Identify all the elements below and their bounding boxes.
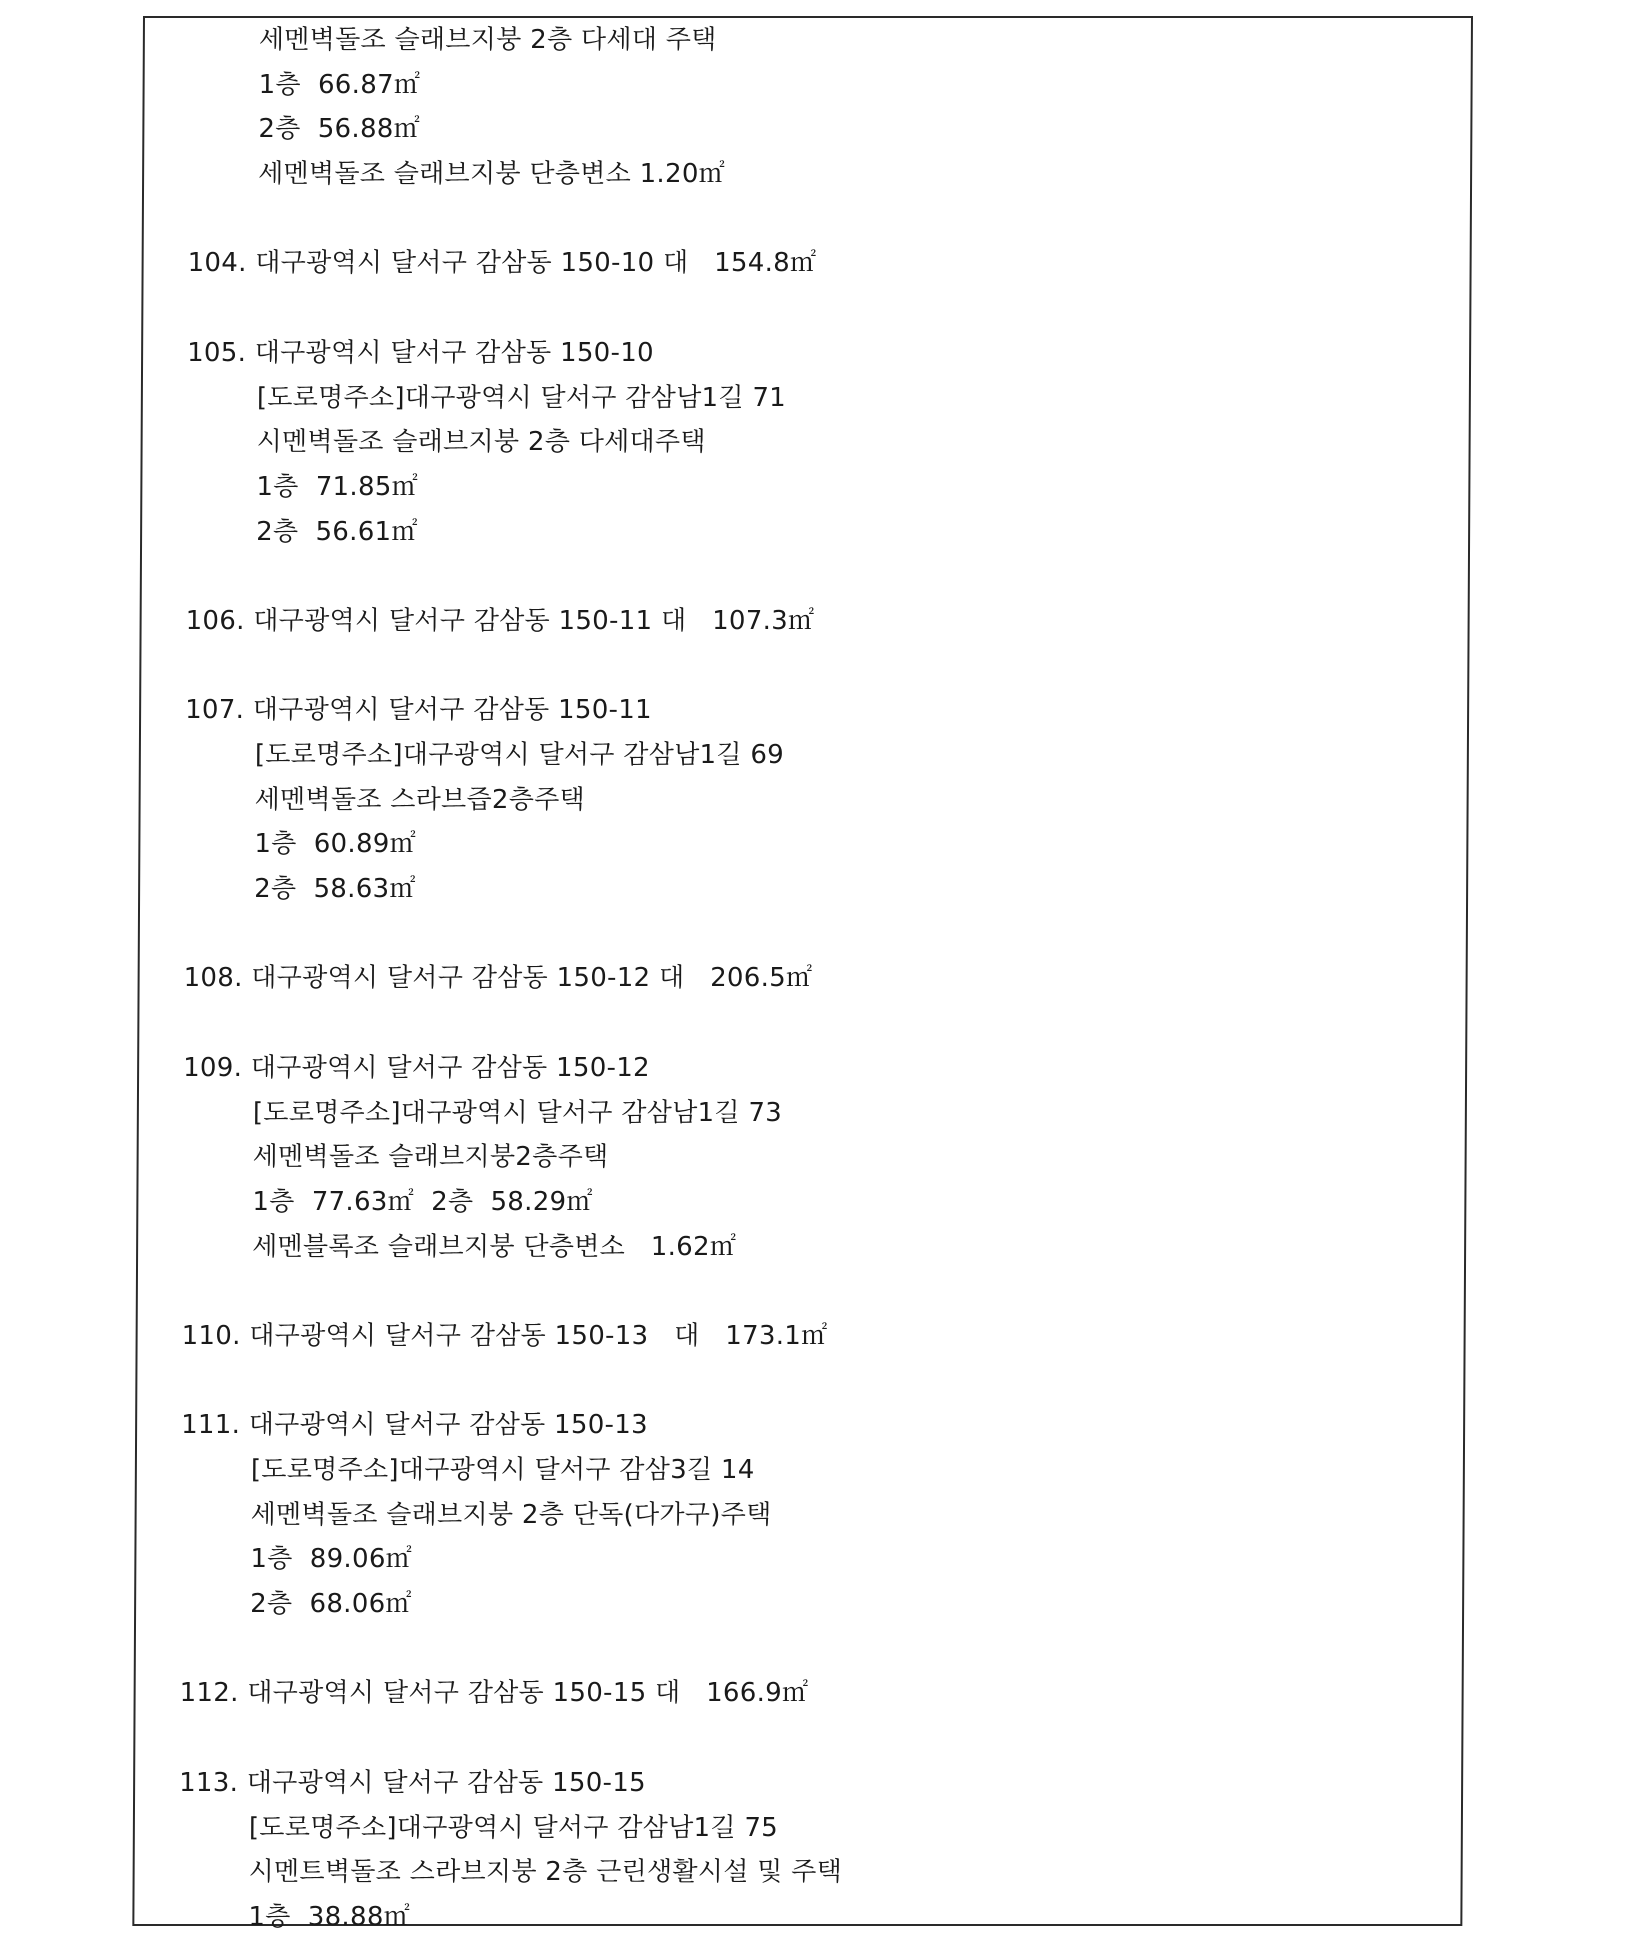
- blank-line: [180, 1627, 1420, 1672]
- document-line: 세멘블록조 슬래브지붕 단층변소 1.62㎡: [252, 1231, 737, 1262]
- document-line: [도로명주소]대구광역시 달서구 감삼남1길 75: [248, 1812, 779, 1843]
- blank-line: [184, 912, 1424, 957]
- document-frame: [132, 16, 1473, 1932]
- document-line: 110. 대구광역시 달서구 감삼동 150-13 대 173.1㎡: [181, 1320, 828, 1351]
- document-line: 1층 71.85㎡: [256, 471, 419, 502]
- blank-line: [187, 286, 1427, 331]
- blank-line: [183, 1001, 1423, 1046]
- document-line: 세멘벽돌조 스라브즙2층주택: [254, 784, 586, 815]
- document-line: 시멘벽돌조 슬래브지붕 2층 다세대주택: [256, 427, 706, 458]
- document-line: 105. 대구광역시 달서구 감삼동 150-10: [187, 337, 655, 368]
- document-line: 1층 66.87㎡: [258, 69, 421, 100]
- document-line: 109. 대구광역시 달서구 감삼동 150-12: [183, 1052, 651, 1083]
- document-line: 세멘벽돌조 슬래브지붕 2층 단독(다가구)주택: [250, 1499, 772, 1530]
- document-line: 세멘벽돌조 슬래브지붕 단층변소 1.20㎡: [258, 159, 726, 190]
- blank-line: [181, 1359, 1421, 1404]
- document-line: 시멘트벽돌조 스라브지붕 2층 근린생활시설 및 주택: [248, 1857, 843, 1888]
- document-line: 112. 대구광역시 달서구 감삼동 150-15 대 166.9㎡: [179, 1678, 809, 1709]
- document-line: 2층 56.61㎡: [256, 516, 418, 547]
- document-line: 1층 77.63㎡ 2층 58.29㎡: [252, 1186, 593, 1217]
- document-line: 106. 대구광역시 달서구 감삼동 150-11 대 107.3㎡: [185, 605, 815, 636]
- document-line: [도로명주소]대구광역시 달서구 감삼3길 14: [250, 1455, 755, 1485]
- blank-line: [185, 644, 1425, 689]
- document-line: 세멘벽돌조 슬래브지붕 2층 다세대 주택: [258, 25, 717, 55]
- document-line: 111. 대구광역시 달서구 감삼동 150-13: [181, 1410, 649, 1441]
- blank-line: [188, 197, 1428, 242]
- document-line: 113. 대구광역시 달서구 감삼동 150-15: [179, 1767, 647, 1798]
- document-line: [도로명주소]대구광역시 달서구 감삼남1길 73: [252, 1097, 783, 1128]
- document-line: 1층 60.89㎡: [254, 829, 417, 860]
- document-line: 108. 대구광역시 달서구 감삼동 150-12 대 206.5㎡: [183, 963, 813, 994]
- document-line: 2층 56.88㎡: [258, 114, 421, 145]
- blank-line: [182, 1269, 1422, 1314]
- document-line: 세멘벽돌조 슬래브지붕2층주택: [252, 1142, 609, 1173]
- document-line: [도로명주소]대구광역시 달서구 감삼남1길 71: [256, 382, 787, 413]
- document-line: 1층 89.06㎡: [250, 1544, 413, 1575]
- document-line: [도로명주소]대구광역시 달서구 감삼남1길 69: [254, 740, 785, 770]
- blank-line: [179, 1716, 1419, 1761]
- document-line: 1층 38.88㎡: [248, 1901, 411, 1932]
- document-line: 107. 대구광역시 달서구 감삼동 150-11: [185, 695, 653, 726]
- document-line: 104. 대구광역시 달서구 감삼동 150-10 대 154.8㎡: [187, 248, 817, 279]
- document-line: 2층 58.63㎡: [254, 874, 416, 905]
- blank-line: [186, 554, 1426, 599]
- document-body: [178, 18, 1429, 1940]
- document-line: 2층 68.06㎡: [250, 1589, 412, 1620]
